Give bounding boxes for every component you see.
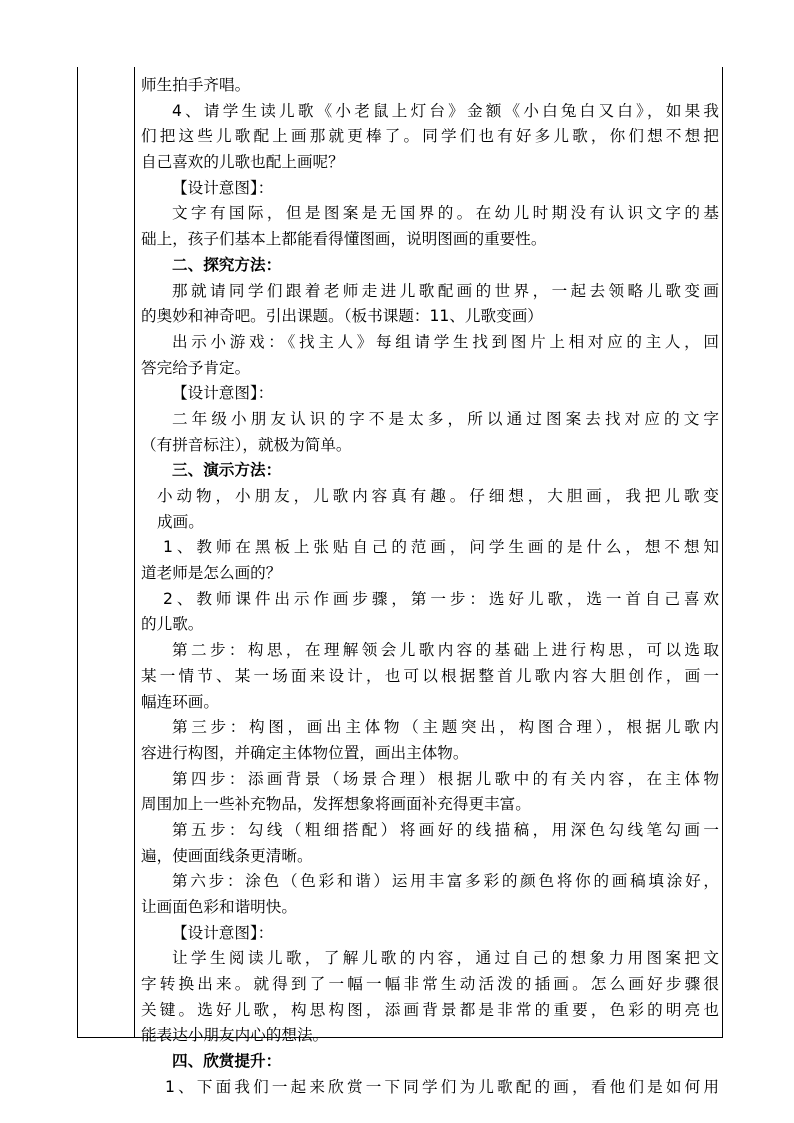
text-line: 1、教师在黑板上张贴自己的范画，问学生画的是什么，想不想知: [163, 538, 719, 557]
text-line: 2、教师课件出示作画步骤，第一步：选好儿歌，选一首自己喜欢: [163, 589, 719, 608]
section-heading: 二、探究方法：: [172, 255, 282, 274]
lesson-content: [141, 73, 719, 1101]
column-divider: [134, 67, 135, 1037]
text-line: 4、请学生读儿歌《小老鼠上灯台》金额《小白兔白又白》，如果我: [172, 101, 719, 120]
section-heading: 三、演示方法：: [172, 461, 282, 480]
lesson-table: [77, 67, 723, 1096]
text-line: 道老师是怎么画的？: [141, 564, 282, 583]
text-line: 第五步：勾线（粗细搭配）将画好的线描稿，用深色勾线笔勾画一: [172, 820, 719, 839]
text-line: 的儿歌。: [141, 615, 204, 634]
text-line: 某一情节、某一场面来设计，也可以根据整首儿歌内容大胆创作，画一: [141, 666, 719, 685]
text-line: 出示小游戏：《找主人》每组请学生找到图片上相对应的主人，回: [172, 332, 719, 351]
text-line: 第三步：构图，画出主体物（主题突出，构图合理），根据儿歌内: [172, 718, 719, 737]
text-line: 成画。: [157, 512, 204, 531]
text-line: 那就请同学们跟着老师走进儿歌配画的世界，一起去领略儿歌变画: [172, 281, 719, 300]
text-line: 第六步：涂色（色彩和谐）运用丰富多彩的颜色将你的画稿填涂好，: [172, 872, 719, 891]
text-line: 关键。选好儿歌，构思构图，添画背景都是非常的重要，色彩的明亮也: [141, 1000, 719, 1019]
text-line: 们把这些儿歌配上画那就更棒了。同学们也有好多儿歌，你们想不想把: [141, 127, 719, 146]
text-line: 文字有国际，但是图案是无国界的。在幼儿时期没有认识文字的基: [172, 204, 719, 223]
text-line: 础上，孩子们基本上都能看得懂图画，说明图画的重要性。: [141, 230, 547, 249]
section-heading: 四、欣赏提升：: [172, 1052, 282, 1071]
text-line: 幅连环画。: [141, 692, 219, 711]
text-line: （有拼音标注），就极为简单。: [141, 435, 352, 454]
text-line: 自己喜欢的儿歌也配上画呢？: [141, 153, 344, 172]
text-line: 周围加上一些补充物品，发挥想象将画面补充得更丰富。: [141, 795, 531, 814]
text-line: 能表达小朋友内心的想法。: [141, 1026, 329, 1045]
text-line: 字转换出来。就得到了一幅一幅非常生动活泼的插画。怎么画好步骤很: [141, 975, 719, 994]
design-intent-heading: 【设计意图】：: [172, 384, 274, 403]
text-line: 师生拍手齐唱。: [141, 76, 251, 94]
text-line: 小动物，小朋友，儿歌内容真有趣。仔细想，大胆画，我把儿歌变: [157, 487, 719, 505]
text-line: 让学生阅读儿歌，了解儿歌的内容，通过自己的想象力用图案把文: [172, 949, 719, 968]
text-line: 第四步：添画背景（场景合理）根据儿歌中的有关内容，在主体物: [172, 769, 719, 788]
text-line: 容进行构图，并确定主体物位置，画出主体物。: [141, 743, 469, 762]
text-line: 遍，使画面线条更清晰。: [141, 846, 313, 865]
text-line: 1、下面我们一起来欣赏一下同学们为儿歌配的画，看他们是如何用: [165, 1077, 719, 1096]
design-intent-heading: 【设计意图】：: [172, 178, 274, 197]
text-line: 让画面色彩和谐明快。: [141, 898, 297, 916]
text-line: 二年级小朋友认识的字不是太多，所以通过图案去找对应的文字: [172, 409, 719, 428]
text-line: 的奥妙和神奇吧。引出课题。（板书课题：11、儿歌变画）: [141, 307, 543, 326]
text-line: 第二步：构思，在理解领会儿歌内容的基础上进行构思，可以选取: [172, 641, 719, 660]
design-intent-heading: 【设计意图】：: [172, 923, 274, 942]
text-line: 答完给予肯定。: [141, 358, 251, 377]
